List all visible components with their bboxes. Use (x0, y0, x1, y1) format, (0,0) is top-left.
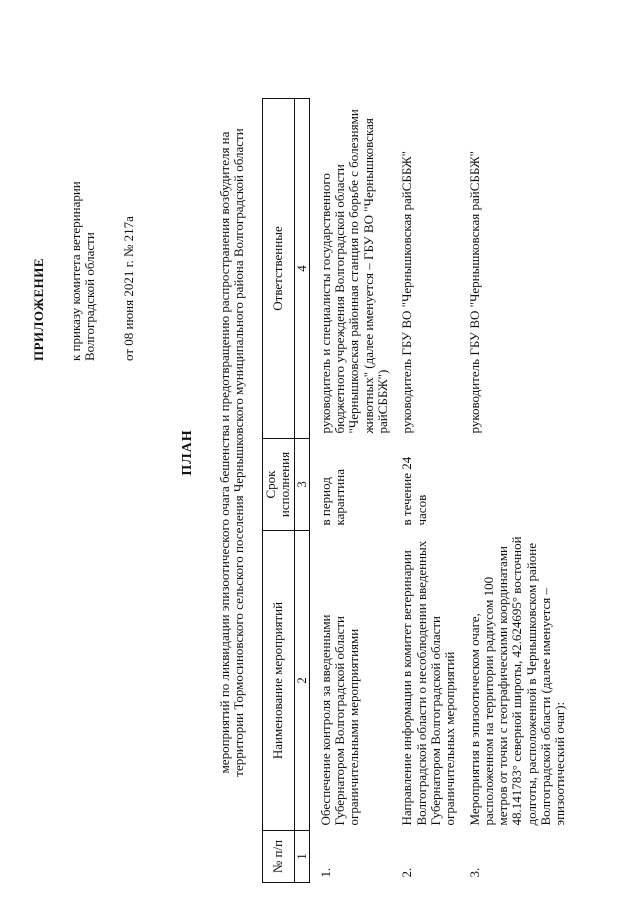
table-row (391, 99, 458, 883)
appendix-heading: ПРИЛОЖЕНИЕ (31, 257, 46, 361)
plan-title: ПЛАН (180, 429, 195, 476)
row-deadline: в период карантина (317, 469, 348, 526)
column-number-1: 1 (294, 831, 309, 883)
table-header-row (263, 99, 295, 883)
header-responsible: Ответственные (263, 99, 295, 439)
row-number: 3. (466, 867, 482, 878)
header-number: № п/п (263, 831, 295, 883)
row-activity: Мероприятия в эпизоотическом очаге, расположенном на территории радиусом 100 метров от точки с географическими координатами 48.141783° северной широты, 42.624695° восточной долготы, расположенной в Чернышковском районе Волгоградской области (далее именуется – эпизоотический очаг): (466, 536, 568, 826)
appendix-date: от 08 июня 2021 г. № 217а (120, 216, 136, 361)
header-activity-name: Наименование мероприятий (263, 531, 295, 831)
plan-subtitle-line-2: территории Тормосиновского сельского поселения Чернышковского муниципального района Волгоградской области (231, 128, 247, 777)
plan-subtitle-line-1: мероприятий по ликвидации эпизоотического очага бешенства и предотвращению распространения возбудителя на (217, 131, 232, 774)
row-number: 1. (317, 867, 333, 878)
row-responsible: руководитель и специалисты государственного бюджетного учреждения Волгоградской области "Чернышковская районная станция по борьбе с болезнями животных" (далее именуется – ГБУ ВО "Чернышковская райСББЖ") (317, 109, 391, 434)
plan-table (262, 98, 569, 883)
appendix-block (32, 61, 136, 361)
table-row (309, 99, 391, 883)
row-deadline (459, 439, 569, 531)
row-activity: Обеспечение контроля за введенными Губернатором Волгоградской области ограничительными мероприятиями (317, 614, 362, 826)
plan-subtitle (218, 0, 247, 905)
header-deadline: Срок исполнения (263, 439, 295, 531)
row-activity: Направление информации в комитет ветеринарии Волгоградской области о несоблюдении введенных Губернатором Волгоградской области ограничительных мероприятий (399, 540, 458, 826)
column-number-3: 3 (294, 439, 309, 531)
table-column-numbers-row (294, 99, 309, 883)
table-row (459, 99, 569, 883)
row-number: 2. (399, 867, 415, 878)
appendix-order-line: к приказу комитета ветеринарии (67, 181, 83, 361)
column-number-2: 2 (294, 531, 309, 831)
appendix-region-line: Волгоградской области (82, 232, 98, 361)
row-responsible: руководитель ГБУ ВО "Чернышковская райСББЖ" (466, 151, 482, 434)
column-number-4: 4 (294, 99, 309, 439)
row-responsible: руководитель ГБУ ВО "Чернышковская райСББЖ" (399, 151, 415, 434)
row-deadline: в течение 24 часов (399, 456, 429, 526)
